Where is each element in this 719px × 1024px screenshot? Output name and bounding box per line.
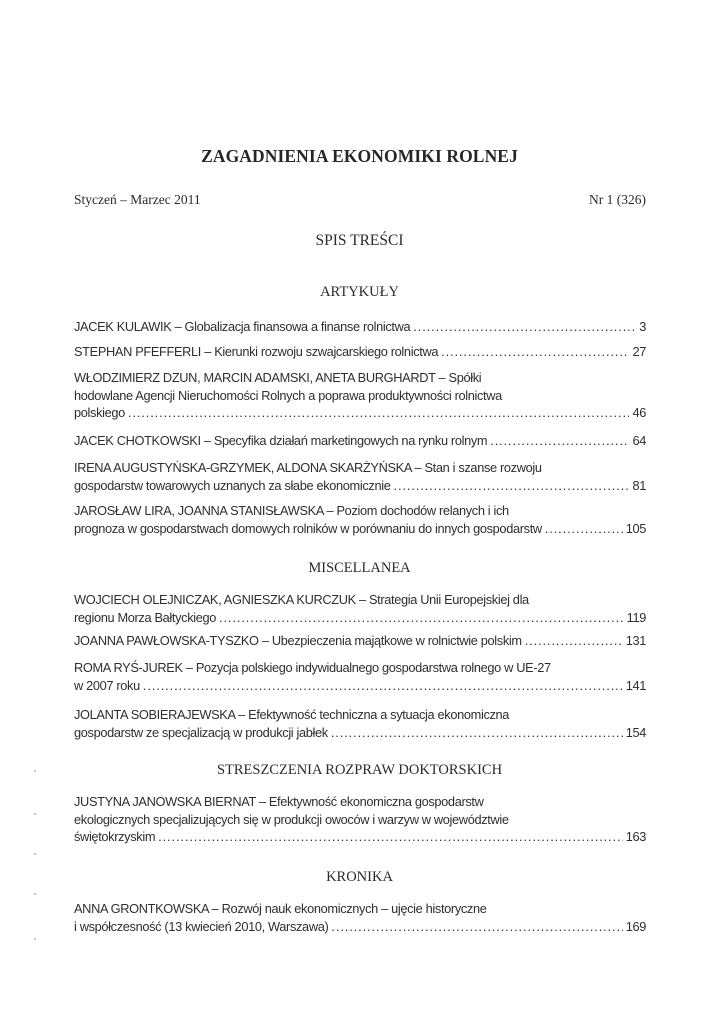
dot-leader <box>331 724 623 742</box>
page-number: 3 <box>639 319 646 334</box>
journal-title: ZAGADNIENIA EKONOMIKI ROLNEJ <box>201 146 518 166</box>
toc-entry-last-line <box>74 520 646 538</box>
toc-title: SPIS TREŚCI <box>315 232 404 249</box>
toc-entry-line: ANNA GRONTKOWSKA – Rozwój nauk ekonomicznych – ujęcie historyczne <box>74 901 487 916</box>
toc-entry-last-line <box>74 343 646 361</box>
toc-entry[interactable] <box>74 432 646 450</box>
page-number: 46 <box>632 405 646 420</box>
toc-entry-line: JAROSŁAW LIRA, JOANNA STANISŁAWSKA – Poziom dochodów relanych i ich <box>74 503 509 518</box>
dot-leader <box>441 343 629 361</box>
toc-entry[interactable] <box>74 502 646 537</box>
dot-leader <box>331 918 622 936</box>
toc-entry-last-line <box>74 724 646 742</box>
section-title: STRESZCZENIA ROZPRAW DOKTORSKICH <box>216 762 503 778</box>
page-number: 131 <box>625 633 646 648</box>
dot-leader <box>128 404 630 422</box>
toc-entry[interactable] <box>74 659 646 694</box>
toc-entry-text: JACEK CHOTKOWSKI – Specyfika działań marketingowych na rynku rolnym <box>74 433 488 448</box>
toc-entry[interactable] <box>74 793 646 846</box>
toc-entry-text: i współczesność (13 kwiecień 2010, Warszawa) <box>74 918 329 934</box>
dot-leader <box>158 828 623 846</box>
page-number: 119 <box>626 609 646 625</box>
toc-entry-last-line <box>74 404 646 422</box>
toc-entry-line: WOJCIECH OLEJNICZAK, AGNIESZKA KURCZUK – Strategia Unii Europejskiej dla <box>74 592 529 607</box>
dot-leader <box>525 632 623 650</box>
dot-leader <box>143 677 623 695</box>
toc-entry-text: w 2007 roku <box>74 677 140 693</box>
toc-entry[interactable] <box>74 706 646 741</box>
toc-entry-text: JACEK KULAWIK – Globalizacja finansowa a finanse rolnictwa <box>74 319 411 334</box>
scan-mark <box>34 770 36 772</box>
scan-mark <box>34 893 36 895</box>
section-title: KRONIKA <box>326 869 393 885</box>
toc-entry[interactable] <box>74 343 646 361</box>
toc-entry-line: WŁODZIMIERZ DZUN, MARCIN ADAMSKI, ANETA BURGHARDT – Spółki <box>74 370 482 385</box>
toc-entry[interactable] <box>74 459 646 494</box>
toc-entry[interactable] <box>74 591 646 626</box>
toc-entry[interactable] <box>74 632 646 650</box>
toc-entry-line: JOLANTA SOBIERAJEWSKA – Efektywność techniczna a sytuacja ekonomiczna <box>74 707 510 722</box>
toc-entry-last-line <box>74 828 646 846</box>
page-number: 27 <box>632 344 646 359</box>
toc-entry-last-line <box>74 477 646 495</box>
scan-mark <box>34 813 36 815</box>
section-title: ARTYKUŁY <box>320 284 399 300</box>
page-number: 64 <box>632 433 646 448</box>
toc-entry-text: gospodarstw ze specjalizacją w produkcji jabłek <box>74 724 328 740</box>
toc-entry-line: hodowlane Agencji Nieruchomości Rolnych a poprawa produktywności rolnictwa <box>74 387 502 403</box>
toc-entry-last-line <box>74 677 646 695</box>
dot-leader <box>490 432 629 450</box>
toc-entry-text: STEPHAN PFEFFERLI – Kierunki rozwoju szwajcarskiego rolnictwa <box>74 344 439 359</box>
toc-entry-line: ekologicznych specjalizujących się w produkcji owoców i warzyw w województwie <box>74 811 509 827</box>
dot-leader <box>413 318 636 336</box>
dot-leader <box>545 520 623 538</box>
toc-entry-text: regionu Morza Bałtyckiego <box>74 609 217 625</box>
issue-number: Nr 1 (326) <box>589 192 646 207</box>
toc-entry-last-line <box>74 632 646 650</box>
scan-mark <box>34 853 36 855</box>
toc-entry[interactable] <box>74 318 646 336</box>
issue-date: Styczeń – Marzec 2011 <box>74 192 201 207</box>
page-number: 154 <box>625 724 646 740</box>
scan-mark <box>34 938 36 940</box>
toc-entry-line: ROMA RYŚ-JUREK – Pozycja polskiego indywidualnego gospodarstwa rolnego w UE-27 <box>74 660 551 675</box>
page-number: 163 <box>625 829 646 844</box>
toc-entry-text: prognoza w gospodarstwach domowych rolników w porównaniu do innych gospodarstw <box>74 520 542 536</box>
toc-entry-text: JOANNA PAWŁOWSKA-TYSZKO – Ubezpieczenia majątkowe w rolnictwie polskim <box>74 633 522 648</box>
toc-entry-last-line <box>74 609 646 627</box>
toc-entry-last-line <box>74 918 646 936</box>
section-title: MISCELLANEA <box>308 560 411 576</box>
dot-leader <box>219 609 624 627</box>
toc-entry-last-line <box>74 432 646 450</box>
page-number: 169 <box>625 918 646 934</box>
page-number: 81 <box>632 477 646 493</box>
dot-leader <box>393 477 629 495</box>
toc-entry-text: gospodarstw towarowych uznanych za słabe ekonomicznie <box>74 477 391 493</box>
toc-entry-line: IRENA AUGUSTYŃSKA-GRZYMEK, ALDONA SKARŻYŃSKA – Stan i szanse rozwoju <box>74 460 542 475</box>
toc-entry-text: świętokrzyskim <box>74 829 156 844</box>
toc-entry-text: polskiego <box>74 405 125 420</box>
toc-entry-last-line <box>74 318 646 336</box>
page-number: 141 <box>625 677 646 693</box>
toc-entry[interactable] <box>74 900 646 935</box>
toc-entry-line: JUSTYNA JANOWSKA BIERNAT – Efektywność ekonomiczna gospodarstw <box>74 794 484 809</box>
page-number: 105 <box>625 520 646 536</box>
toc-entry[interactable] <box>74 369 646 422</box>
